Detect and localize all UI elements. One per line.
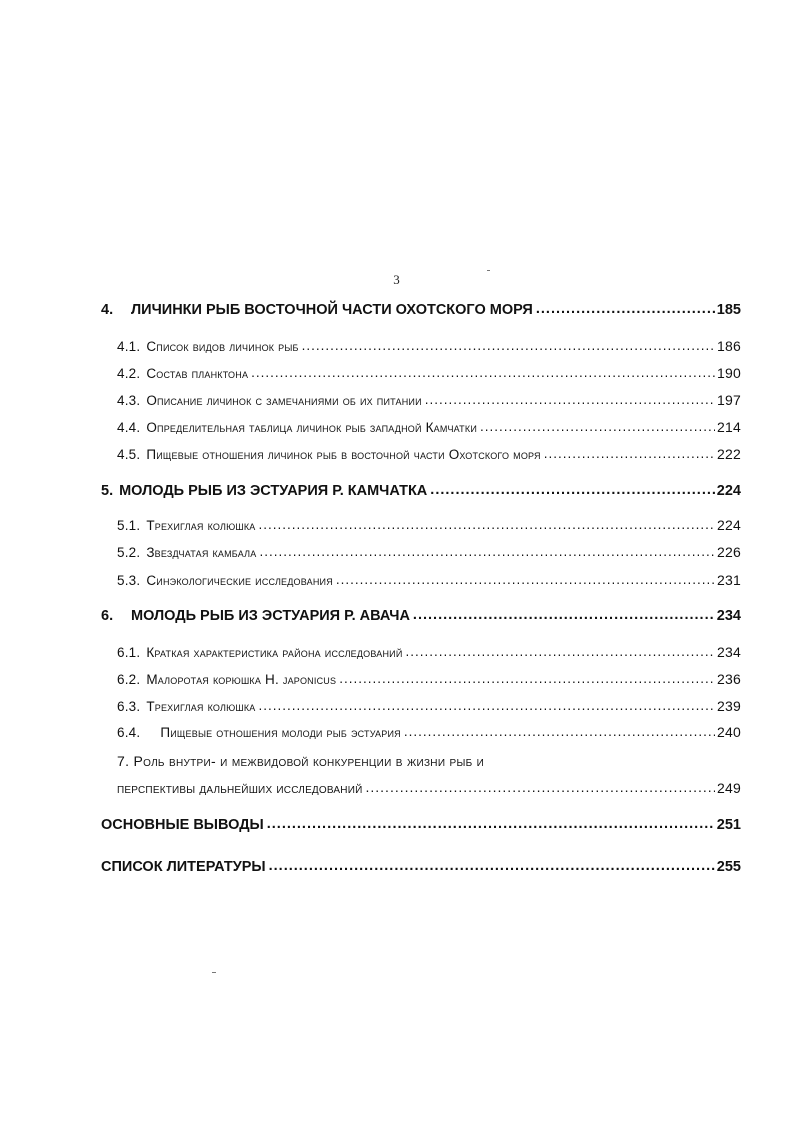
toc-entry-number: 6. xyxy=(101,608,114,624)
toc-entry-page: 185 xyxy=(716,302,741,318)
toc-entry-page: 222 xyxy=(717,446,741,462)
toc-entry-title: Список видов личинок рыб xyxy=(146,339,299,354)
toc-entry-section-7-line-2[interactable] xyxy=(117,777,741,799)
toc-entry-page: 197 xyxy=(717,392,741,408)
dot-leader xyxy=(259,514,716,536)
toc-entry-page: 240 xyxy=(717,724,741,740)
toc-entry-title: Звездчатая камбала xyxy=(146,545,257,560)
toc-entry-conclusions[interactable] xyxy=(101,814,741,836)
dot-leader xyxy=(302,335,715,357)
toc-entry-page: 255 xyxy=(716,859,741,875)
toc-entry-title: ЛИЧИНКИ РЫБ ВОСТОЧНОЙ ЧАСТИ ОХОТСКОГО МОРЯ xyxy=(131,302,533,318)
page-number: 3 xyxy=(393,272,400,287)
dot-leader xyxy=(259,541,715,563)
dot-leader xyxy=(413,604,715,626)
dot-leader xyxy=(406,641,716,663)
toc-entry-number: 6.3. xyxy=(117,699,141,714)
toc-entry-title: Трехиглая колюшка xyxy=(146,518,256,533)
toc-entry-title: Описание личинок с замечаниями об их питании xyxy=(146,393,422,408)
toc-entry-section-5-1[interactable] xyxy=(117,514,741,536)
toc-entry-chapter-6[interactable] xyxy=(101,605,741,627)
toc-entry-section-7-line-1[interactable]: 7. Роль внутри- и межвидовой конкуренции в жизни рыб и xyxy=(117,753,485,769)
toc-entry-page: 226 xyxy=(717,544,741,560)
toc-entry-page: 236 xyxy=(717,671,741,687)
toc-entry-section-6-3[interactable] xyxy=(117,695,741,717)
toc-entry-page: 214 xyxy=(717,419,741,435)
dot-leader xyxy=(259,695,716,717)
scan-speck xyxy=(487,270,490,271)
scan-speck xyxy=(212,972,216,973)
toc-entry-number: 6.1. xyxy=(117,645,141,660)
dot-leader xyxy=(425,389,715,411)
toc-entry-number: 6.4. xyxy=(117,725,141,740)
toc-entry-page: 224 xyxy=(717,517,741,533)
toc-entry-page: 231 xyxy=(717,572,741,588)
toc-entry-page: 190 xyxy=(717,365,741,381)
toc-entry-title: ОСНОВНЫЕ ВЫВОДЫ xyxy=(101,817,264,833)
toc-entry-number: 6.2. xyxy=(117,672,141,687)
dot-leader xyxy=(267,813,715,835)
dot-leader xyxy=(536,298,715,320)
toc-entry-chapter-4[interactable] xyxy=(101,299,741,321)
toc-entry-section-4-5[interactable] xyxy=(117,443,741,465)
toc-entry-references[interactable] xyxy=(101,856,741,878)
toc-entry-page: 251 xyxy=(716,817,741,833)
dot-leader xyxy=(269,855,715,877)
dot-leader xyxy=(430,479,715,501)
toc-entry-number: 4.5. xyxy=(117,447,141,462)
toc-entry-title: Пищевые отношения личинок рыб в восточной части Охотского моря xyxy=(146,447,541,462)
toc-entry-page: 234 xyxy=(717,644,741,660)
toc-entry-title: перспективы дальнейших исследований xyxy=(117,780,363,796)
toc-entry-section-4-1[interactable] xyxy=(117,335,741,357)
toc-entry-page: 249 xyxy=(717,780,741,796)
dot-leader xyxy=(366,776,716,798)
toc-entry-chapter-5[interactable] xyxy=(101,480,741,502)
toc-entry-section-4-2[interactable] xyxy=(117,362,741,384)
toc-entry-title: Трехиглая колюшка xyxy=(146,699,256,714)
toc-entry-number: 4.4. xyxy=(117,420,141,435)
toc-entry-page: 224 xyxy=(716,483,741,499)
toc-entry-section-4-4[interactable] xyxy=(117,416,741,438)
toc-entry-page: 186 xyxy=(717,338,741,354)
toc-entry-title: Краткая характеристика района исследований xyxy=(146,645,403,660)
dot-leader xyxy=(336,569,715,591)
toc-entry-title: Малоротая корюшка H. japonicus xyxy=(146,672,337,687)
dot-leader xyxy=(544,443,715,465)
dot-leader xyxy=(480,416,715,438)
toc-entry-title: Определительная таблица личинок рыб западной Камчатки xyxy=(146,420,477,435)
toc-entry-title: МОЛОДЬ РЫБ ИЗ ЭСТУАРИЯ Р. АВАЧА xyxy=(131,608,410,624)
dot-leader xyxy=(251,362,715,384)
toc-entry-section-5-2[interactable] xyxy=(117,541,741,563)
toc-entry-number: 5.3. xyxy=(117,573,141,588)
toc-entry-page: 239 xyxy=(717,698,741,714)
toc-entry-section-6-2[interactable] xyxy=(117,668,741,690)
toc-entry-page: 234 xyxy=(716,608,741,624)
toc-entry-number: 5. xyxy=(101,483,114,499)
toc-entry-section-6-4[interactable] xyxy=(117,721,741,743)
toc-entry-number: 4.1. xyxy=(117,339,141,354)
toc-entry-section-4-3[interactable] xyxy=(117,389,741,411)
toc-entry-title: МОЛОДЬ РЫБ ИЗ ЭСТУАРИЯ Р. КАМЧАТКА xyxy=(119,483,428,499)
toc-entry-section-6-1[interactable] xyxy=(117,641,741,663)
toc-entry-number: 4. xyxy=(101,302,114,318)
toc-entry-title: СПИСОК ЛИТЕРАТУРЫ xyxy=(101,859,266,875)
dot-leader xyxy=(339,668,715,690)
toc-entry-title: Пищевые отношения молоди рыб эстуария xyxy=(160,725,401,740)
toc-entry-title: Состав планктона xyxy=(146,366,249,381)
toc-entry-number: 5.2. xyxy=(117,545,141,560)
dot-leader xyxy=(404,721,715,743)
toc-entry-number: 5.1. xyxy=(117,518,141,533)
toc-entry-number: 4.2. xyxy=(117,366,141,381)
toc-entry-title: Синэкологические исследования xyxy=(146,573,333,588)
toc-entry-number: 4.3. xyxy=(117,393,141,408)
toc-entry-section-5-3[interactable] xyxy=(117,569,741,591)
